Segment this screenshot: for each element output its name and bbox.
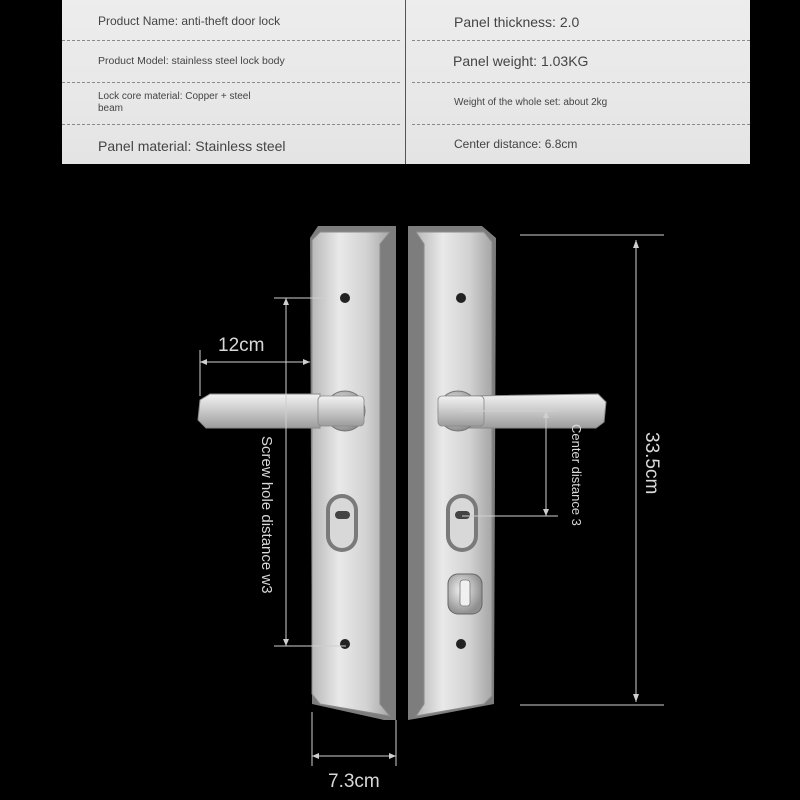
- screw-hole-icon: [456, 639, 466, 649]
- spec-row-divider: [62, 40, 400, 41]
- spec-panel-thickness: Panel thickness: 2.0: [454, 14, 580, 30]
- door-lock-illustration: [0, 164, 800, 800]
- panel-height-label: 33.5cm: [641, 432, 662, 495]
- spec-lock-core-line1: Lock core material: Copper + steel: [98, 91, 251, 102]
- lock-cylinder-icon: [446, 494, 478, 552]
- handle-length-label: 12cm: [218, 335, 265, 356]
- screw-hole-distance-label: Screw hole distance w3: [258, 436, 275, 594]
- spec-row-divider: [412, 40, 750, 41]
- screw-hole-icon: [340, 293, 350, 303]
- spec-lock-core-material: [98, 91, 251, 114]
- spec-center-distance: Center distance: 6.8cm: [454, 137, 578, 151]
- left-handle: [198, 391, 365, 431]
- panel-width-label: 7.3cm: [328, 771, 380, 792]
- spec-row-divider: [62, 82, 400, 83]
- spec-table: [62, 0, 750, 164]
- screw-hole-icon: [340, 639, 350, 649]
- spec-row-divider: [62, 124, 400, 125]
- spec-panel-material: Panel material: Stainless steel: [98, 138, 286, 154]
- screw-hole-icon: [456, 293, 466, 303]
- center-distance-label: Center distance 3: [569, 424, 584, 526]
- spec-row-divider: [412, 124, 750, 125]
- spec-lock-core-line2: beam: [98, 102, 124, 114]
- lock-cylinder-icon: [326, 494, 358, 552]
- spec-column-divider: [405, 0, 406, 164]
- spec-product-name: Product Name: anti-theft door lock: [98, 14, 281, 28]
- spec-panel-weight: Panel weight: 1.03KG: [453, 53, 589, 69]
- spec-row-divider: [412, 82, 750, 83]
- thumb-turn-knob: [448, 574, 482, 614]
- spec-whole-set-weight: Weight of the whole set: about 2kg: [454, 97, 608, 108]
- spec-product-model: Product Model: stainless steel lock body: [98, 55, 285, 67]
